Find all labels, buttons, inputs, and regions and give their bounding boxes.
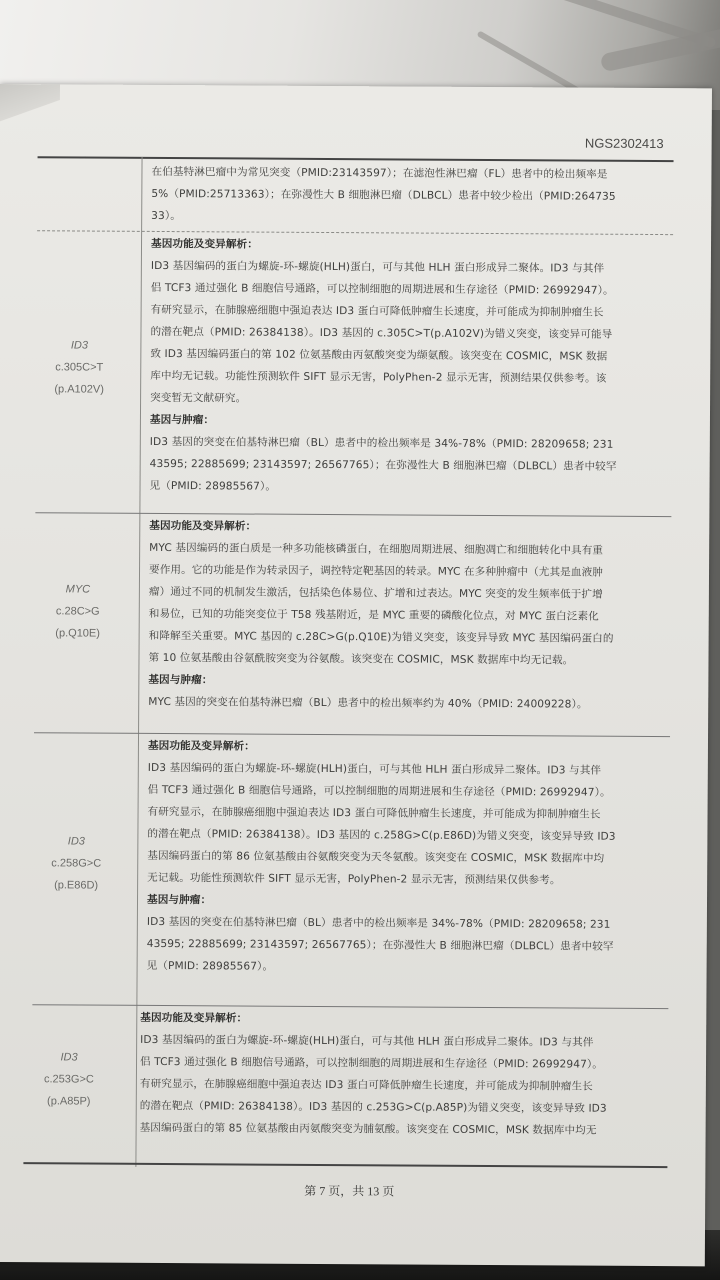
text-line: 有研究显示，在肺腺癌细胞中强迫表达 ID3 蛋白可降低肿瘤生长速度，并可能成为抑制肿瘤生长 <box>147 805 601 821</box>
text-line: 和降解至关重要。MYC 基因的 c.28C>G(p.Q10E)为错义突变，该变异导致 MYC 基因编码蛋白的 <box>148 629 614 645</box>
section-title: 基因功能及变异解析： <box>147 739 255 753</box>
text-line: 侣 TCF3 通过强化 B 细胞信号通路，可以控制细胞的周期进展和生存途径（PMID: 26992947）。 <box>139 1055 604 1071</box>
section-title: 基因功能及变异解析： <box>140 1011 248 1025</box>
text-line: 和易位，已知的功能突变位于 T58 残基附近，是 MYC 重要的磷酸化位点，对 MYC 蛋白泛素化 <box>148 607 599 623</box>
text-line: 基因编码蛋白的第 86 位氨基酸由谷氨酸突变为天冬氨酸。该突变在 COSMIC，MSK 数据库中均 <box>147 849 605 865</box>
page-fold <box>0 84 60 124</box>
variant-label <box>21 830 131 897</box>
variant-label <box>14 1046 124 1113</box>
text-line: MYC 基因的突变在伯基特淋巴瘤（BL）患者中的检出频率约为 40%（PMID: 24009228）。 <box>148 695 588 711</box>
cdna-change: c.253G>C <box>43 1073 94 1086</box>
text-line: 在伯基特淋巴瘤中为常见突变（PMID:23143597）；在滤泡性淋巴瘤（FL）患者中的检出频率是 <box>151 165 608 181</box>
cdna-change: c.305C>T <box>55 361 104 374</box>
section-title: 基因功能及变异解析： <box>149 519 257 533</box>
text-line: 无记载。功能性预测软件 SIFT 显示无害，PolyPhen-2 显示无害，预测结果仅供参考。 <box>147 871 561 887</box>
variant-description <box>149 233 618 500</box>
text-line: ID3 基因编码的蛋白为螺旋-环-螺旋(HLH)蛋白，可与其他 HLH 蛋白形成异二聚体。ID3 与其伴 <box>140 1033 594 1049</box>
variant-label <box>24 334 134 401</box>
text-line: 突变暂无文献研究。 <box>150 391 247 405</box>
text-line: 见（PMID: 28985567）。 <box>146 959 274 973</box>
protein-change: (p.A102V) <box>54 383 104 396</box>
text-line: ID3 基因编码的蛋白为螺旋-环-螺旋(HLH)蛋白，可与其他 HLH 蛋白形成异二聚体。ID3 与其伴 <box>147 761 602 777</box>
footer-rule <box>23 1162 667 1168</box>
gene-name: ID3 <box>67 835 85 848</box>
protein-change: (p.E86D) <box>54 879 99 892</box>
text-line: 43595; 22885699; 23143597; 26567765）；在弥漫性大 B 细胞淋巴瘤（DLBCL）患者中较罕 <box>146 937 614 953</box>
document-page <box>0 84 712 1266</box>
page-number: 第 7 页，共 13 页 <box>304 1183 395 1199</box>
text-line: 库中均无记载。功能性预测软件 SIFT 显示无害，PolyPhen-2 显示无害，预测结果仅供参考。该 <box>150 369 607 385</box>
text-line: MYC 基因编码的蛋白质是一种多功能核磷蛋白，在细胞周期进展、细胞凋亡和细胞转化中具有重 <box>149 541 604 557</box>
text-line: 见（PMID: 28985567）。 <box>149 479 277 493</box>
text-line: 瘤）通过不同的机制发生激活，包括染色体易位、扩增和过表达。MYC 突变的发生频率低于扩增 <box>148 585 603 601</box>
text-line: 侣 TCF3 通过强化 B 细胞信号通路，可以控制细胞的周期进展和生存途径（PMID: 26992947）。 <box>150 281 614 297</box>
text-line: 33）。 <box>151 209 182 223</box>
document-id: NGS2302413 <box>584 135 664 152</box>
variant-description <box>140 1007 608 1142</box>
text-line: ID3 基因编码的蛋白为螺旋-环-螺旋(HLH)蛋白，可与其他 HLH 蛋白形成异二聚体。ID3 与其伴 <box>150 259 605 275</box>
protein-change: (p.A85P) <box>47 1095 91 1108</box>
text-line: 5%（PMID:25713363）；在弥漫性大 B 细胞淋巴瘤（DLBCL）患者中较少检出（PMID:264735 <box>151 187 616 203</box>
section-title: 基因与肿瘤： <box>149 413 215 427</box>
text-line: 的潜在靶点（PMID: 26384138）。ID3 基因的 c.253G>C(p.A85P)为错义突变，该变异导致 ID3 <box>139 1099 607 1115</box>
text-line: ID3 基因的突变在伯基特淋巴瘤（BL）患者中的检出频率是 34%-78%（PMID: 28209658; 231 <box>149 435 614 451</box>
text-line: 致 ID3 基因编码蛋白的第 102 位氨基酸由丙氨酸突变为缬氨酸。该突变在 COSMIC，MSK 数据 <box>150 347 608 363</box>
top-fragment <box>151 161 616 230</box>
section-title: 基因功能及变异解析： <box>150 237 258 251</box>
gene-name: ID3 <box>60 1051 78 1064</box>
text-line: 的潜在靶点（PMID: 26384138）。ID3 基因的 c.305C>T(p.A102V)为错义突变，该变异可能导 <box>150 325 613 341</box>
section-title: 基因与肿瘤： <box>148 673 213 687</box>
text-line: 基因编码蛋白的第 85 位氨基酸由丙氨酸突变为脯氨酸。该突变在 COSMIC，MSK 数据库中均无 <box>139 1121 597 1137</box>
variant-description <box>148 515 614 716</box>
text-line: 要作用。它的功能是作为转录因子，调控特定靶基因的转录。MYC 在多种肿瘤中（尤其是血液肿 <box>148 563 604 579</box>
section-title: 基因与肿瘤： <box>146 893 212 907</box>
protein-change: (p.Q10E) <box>55 627 100 640</box>
gene-name: ID3 <box>70 339 89 352</box>
text-line: 43595; 22885699; 23143597; 26567765）；在弥漫性大 B 细胞淋巴瘤（DLBCL）患者中较罕 <box>149 457 617 473</box>
cdna-change: c.258G>C <box>51 857 102 870</box>
variant-description <box>147 735 617 980</box>
text-line: 有研究显示，在肺腺癌细胞中强迫表达 ID3 蛋白可降低肿瘤生长速度，并可能成为抑制肿瘤生长 <box>139 1077 593 1093</box>
text-line: 侣 TCF3 通过强化 B 细胞信号通路，可以控制细胞的周期进展和生存途径（PMID: 26992947）。 <box>147 783 611 799</box>
text-line: ID3 基因的突变在伯基特淋巴瘤（BL）患者中的检出频率是 34%-78%（PMID: 28209658; 231 <box>146 915 611 931</box>
text-line: 第 10 位氨基酸由谷氨酰胺突变为谷氨酸。该突变在 COSMIC，MSK 数据库中均无记载。 <box>148 651 574 667</box>
text-line: 的潜在靶点（PMID: 26384138）。ID3 基因的 c.258G>C(p.E86D)为错义突变，该变异导致 ID3 <box>147 827 616 843</box>
gene-name: MYC <box>65 583 91 596</box>
text-line: 有研究显示，在肺腺癌细胞中强迫表达 ID3 蛋白可降低肿瘤生长速度，并可能成为抑制肿瘤生长 <box>150 303 604 319</box>
cdna-change: c.28C>G <box>55 605 100 618</box>
variant-label <box>23 578 133 645</box>
